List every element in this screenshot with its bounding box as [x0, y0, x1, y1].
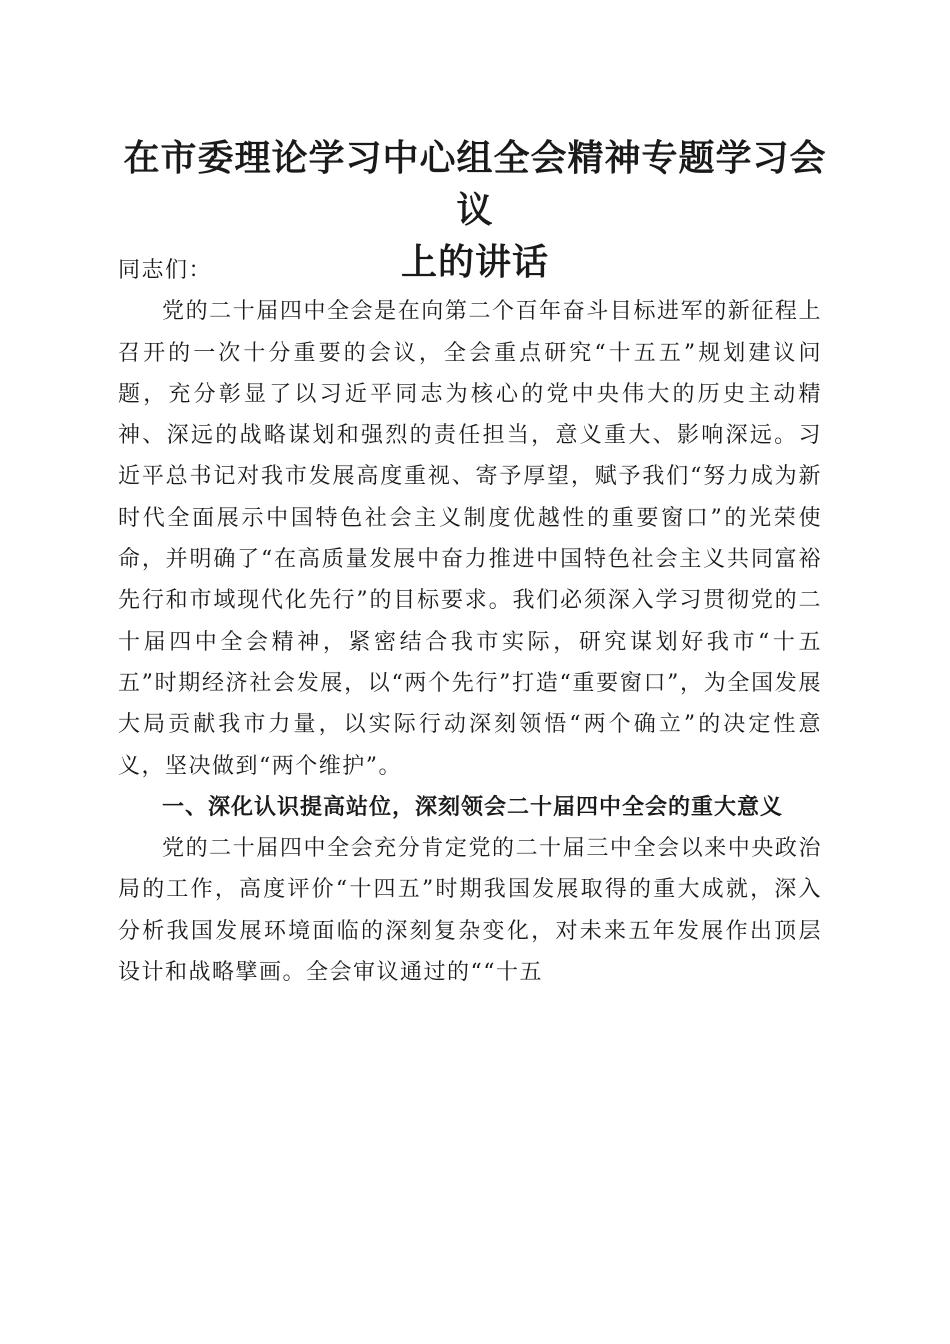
document-body — [118, 250, 822, 993]
paragraph-intro: 党的二十届四中全会是在向第二个百年奋斗目标进军的新征程上召开的一次十分重要的会议，全会重点研究“十五五”规划建议问题，充分彰显了以习近平同志为核心的党中央伟大的历史主动精神、深远的战略谋划和强烈的责任担当，意义重大、影响深远。习近平总书记对我市发展高度重视、寄予厚望，赋予我们“努力成为新时代全面展示中国特色社会主义制度优越性的重要窗口”的光荣使命，并明确了“在高质量发展中奋力推进中国特色社会主义共同富裕先行和市域现代化先行”的目标要求。我们必须深入学习贯彻党的二十届四中全会精神，紧密结合我市实际，研究谋划好我市“十五五”时期经济社会发展，以“两个先行”打造“重要窗口”，为全国发展大局贡献我市力量，以实际行动深刻领悟“两个确立”的决定性意义，坚决做到“两个维护”。 — [118, 299, 822, 779]
paragraph-section-1: 党的二十届四中全会充分肯定党的二十届三中全会以来中央政治局的工作，高度评价“十四五”时期我国发展取得的重大成就，深入分析我国发展环境面临的深刻复杂变化，对未来五年发展作出顶层设计和战略擘画。全会审议通过的““十五 — [118, 836, 822, 986]
salutation: 同志们： — [118, 258, 213, 283]
section-heading-1: 一、深化认识提高站位，深刻领会二十届四中全会的重大意义 — [162, 793, 784, 820]
title-line-2: 上的讲话 — [400, 241, 549, 283]
title-line-1: 在市委理论学习中心组全会精神专题学习会议 — [123, 137, 827, 231]
